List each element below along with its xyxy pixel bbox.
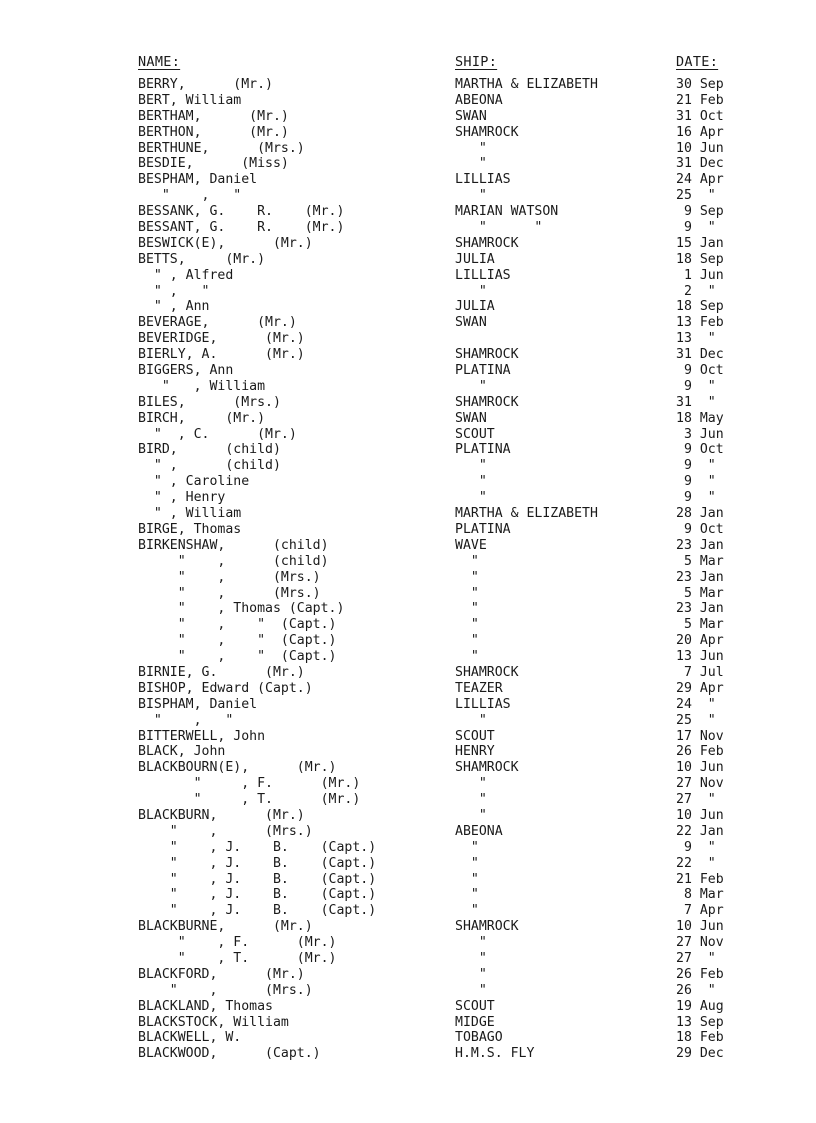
row-date: 9 " (676, 378, 716, 394)
row-date: 18 Sep (676, 251, 724, 267)
row-name: " , (Mrs.) (138, 982, 313, 998)
row-name: " , William (138, 378, 266, 394)
row-date: 23 Jan (676, 537, 724, 553)
row-name: " , " (Capt.) (138, 649, 337, 665)
row-name: " , (Mrs.) (138, 585, 321, 601)
row-name: " , F. (Mr.) (138, 776, 361, 792)
row-ship: SWAN (455, 108, 487, 124)
row-date: 13 Jun (676, 649, 724, 665)
row-ship: ABEONA (455, 823, 503, 839)
row-name: BESPHAM, Daniel (138, 172, 258, 188)
list-row (0, 204, 816, 220)
row-name: " , (Mrs.) (138, 569, 321, 585)
row-date: 25 " (676, 188, 716, 204)
row-ship: SHAMROCK (455, 124, 519, 140)
row-ship: " (455, 585, 479, 601)
row-ship: SCOUT (455, 728, 495, 744)
row-name: " , J. B. (Capt.) (138, 903, 377, 919)
list-row (0, 935, 816, 951)
row-ship: " (455, 966, 487, 982)
list-row (0, 220, 816, 236)
row-name: BETTS, (Mr.) (138, 251, 266, 267)
row-date: 13 Feb (676, 315, 724, 331)
list-row (0, 808, 816, 824)
row-name: BILES, (Mrs.) (138, 394, 281, 410)
row-date: 25 " (676, 712, 716, 728)
row-ship: " (455, 283, 487, 299)
row-name: BESSANT, G. R. (Mr.) (138, 220, 345, 236)
row-date: 23 Jan (676, 569, 724, 585)
row-name: " , " (138, 188, 242, 204)
row-date: 9 Sep (676, 204, 724, 220)
list-row (0, 586, 816, 602)
row-name: BIRGE, Thomas (138, 521, 242, 537)
list-row (0, 331, 816, 347)
row-ship: LILLIAS (455, 696, 511, 712)
row-name: BERT, William (138, 92, 242, 108)
list-row (0, 490, 816, 506)
row-date: 9 " (676, 474, 716, 490)
row-name: " , Ann (138, 299, 210, 315)
list-row (0, 395, 816, 411)
row-ship: MARIAN WATSON (455, 204, 559, 220)
header-date: DATE: (676, 54, 719, 70)
row-date: 5 Mar (676, 553, 724, 569)
row-date: 9 " (676, 490, 716, 506)
list-row (0, 172, 816, 188)
row-name: BISHOP, Edward (Capt.) (138, 680, 313, 696)
row-ship: SHAMROCK (455, 919, 519, 935)
row-name: BITTERWELL, John (138, 728, 266, 744)
row-name: BISPHAM, Daniel (138, 696, 258, 712)
row-ship: " " (455, 220, 543, 236)
list-row (0, 999, 816, 1015)
row-name: BESSANK, G. R. (Mr.) (138, 204, 345, 220)
list-row (0, 713, 816, 729)
row-date: 22 Jan (676, 823, 724, 839)
row-name: BIRCH, (Mr.) (138, 410, 266, 426)
row-ship: PLATINA (455, 442, 511, 458)
row-date: 31 Dec (676, 347, 724, 363)
row-date: 10 Jun (676, 807, 724, 823)
list-row (0, 840, 816, 856)
row-name: " , " (Capt.) (138, 633, 337, 649)
row-ship: PLATINA (455, 363, 511, 379)
list-row (0, 156, 816, 172)
list-row (0, 411, 816, 427)
list-row (0, 442, 816, 458)
row-ship: TOBAGO (455, 1030, 503, 1046)
list-row (0, 792, 816, 808)
list-row (0, 1030, 816, 1046)
row-date: 18 Sep (676, 299, 724, 315)
list-row (0, 77, 816, 93)
row-name: BLACKWELL, W. (138, 1030, 242, 1046)
row-name: " , T. (Mr.) (138, 792, 361, 808)
row-name: BEVERAGE, (Mr.) (138, 315, 297, 331)
row-date: 2 " (676, 283, 716, 299)
row-ship: " (455, 601, 479, 617)
row-ship: " (455, 887, 479, 903)
row-ship: TEAZER (455, 680, 503, 696)
row-date: 23 Jan (676, 601, 724, 617)
list-row (0, 919, 816, 935)
row-date: 27 Nov (676, 935, 724, 951)
row-date: 5 Mar (676, 585, 724, 601)
list-row (0, 824, 816, 840)
row-date: 18 May (676, 410, 724, 426)
row-date: 18 Feb (676, 1030, 724, 1046)
header-name: NAME: (138, 54, 181, 70)
row-ship: SHAMROCK (455, 235, 519, 251)
row-date: 13 " (676, 331, 716, 347)
row-ship: " (455, 188, 487, 204)
row-date: 8 Mar (676, 887, 724, 903)
row-name: " , (child) (138, 458, 281, 474)
list-row (0, 887, 816, 903)
row-ship: " (455, 458, 487, 474)
row-ship: HENRY (455, 744, 495, 760)
row-name: " , J. B. (Capt.) (138, 839, 377, 855)
list-row (0, 347, 816, 363)
row-date: 24 Apr (676, 172, 724, 188)
list-row (0, 93, 816, 109)
row-ship: " (455, 712, 487, 728)
row-ship: " (455, 807, 487, 823)
row-ship: ABEONA (455, 92, 503, 108)
row-name: BLACKBOURN(E), (Mr.) (138, 760, 337, 776)
list-row (0, 268, 816, 284)
row-date: 9 Oct (676, 363, 724, 379)
row-date: 19 Aug (676, 998, 724, 1014)
list-row (0, 1015, 816, 1031)
row-ship: SCOUT (455, 426, 495, 442)
row-name: BIERLY, A. (Mr.) (138, 347, 305, 363)
list-row (0, 109, 816, 125)
row-date: 27 " (676, 792, 716, 808)
list-row (0, 458, 816, 474)
row-ship: SHAMROCK (455, 760, 519, 776)
row-date: 9 " (676, 839, 716, 855)
list-row (0, 284, 816, 300)
row-ship: " (455, 569, 479, 585)
row-date: 31 Oct (676, 108, 724, 124)
row-date: 26 Feb (676, 744, 724, 760)
list-row (0, 554, 816, 570)
row-ship: " (455, 490, 487, 506)
row-name: BLACKBURNE, (Mr.) (138, 919, 313, 935)
row-ship: MIDGE (455, 1014, 495, 1030)
row-ship: " (455, 633, 479, 649)
row-date: 29 Apr (676, 680, 724, 696)
row-name: " , T. (Mr.) (138, 950, 337, 966)
list-row (0, 776, 816, 792)
row-date: 26 Feb (676, 966, 724, 982)
row-name: BERTHON, (Mr.) (138, 124, 289, 140)
row-ship: " (455, 474, 487, 490)
row-date: 15 Jan (676, 235, 724, 251)
row-ship: " (455, 950, 487, 966)
row-ship: " (455, 855, 479, 871)
list-row (0, 967, 816, 983)
row-ship: " (455, 871, 479, 887)
row-date: 21 Feb (676, 871, 724, 887)
row-date: 13 Sep (676, 1014, 724, 1030)
list-row (0, 125, 816, 141)
row-ship: " (455, 935, 487, 951)
row-name: " , Henry (138, 490, 226, 506)
list-row (0, 903, 816, 919)
list-row (0, 315, 816, 331)
row-date: 7 Apr (676, 903, 724, 919)
row-date: 9 " (676, 458, 716, 474)
row-date: 1 Jun (676, 267, 724, 283)
row-name: BERRY, (Mr.) (138, 77, 273, 92)
row-name: BEVERIDGE, (Mr.) (138, 331, 305, 347)
row-ship: " (455, 776, 487, 792)
list-row (0, 617, 816, 633)
list-row (0, 872, 816, 888)
row-name: " , J. B. (Capt.) (138, 887, 377, 903)
row-name: " , William (138, 506, 242, 522)
row-date: 16 Apr (676, 124, 724, 140)
row-name: " , (Mrs.) (138, 823, 313, 839)
row-ship: " (455, 156, 487, 172)
row-name: BLACK, John (138, 744, 226, 760)
list-row (0, 649, 816, 665)
row-ship: H.M.S. FLY (455, 1046, 535, 1062)
list-row (0, 363, 816, 379)
row-name: " , Alfred (138, 267, 234, 283)
row-name: BERTHAM, (Mr.) (138, 108, 289, 124)
row-name: " , " (Capt.) (138, 617, 337, 633)
list-row (0, 681, 816, 697)
row-ship (455, 331, 479, 347)
row-ship: SHAMROCK (455, 347, 519, 363)
list-row (0, 601, 816, 617)
row-date: 24 " (676, 696, 716, 712)
row-name: BLACKFORD, (Mr.) (138, 966, 305, 982)
row-ship: MARTHA & ELIZABETH (455, 506, 598, 522)
list-row (0, 522, 816, 538)
row-ship: " (455, 140, 487, 156)
list-row (0, 252, 816, 268)
list-row (0, 856, 816, 872)
row-date: 20 Apr (676, 633, 724, 649)
row-name: BESDIE, (Miss) (138, 156, 289, 172)
row-ship: SWAN (455, 315, 487, 331)
row-ship: " (455, 839, 479, 855)
row-date: 29 Dec (676, 1046, 724, 1062)
list-row (0, 729, 816, 745)
list-row (0, 983, 816, 999)
row-ship: PLATINA (455, 521, 511, 537)
list-row (0, 570, 816, 586)
row-name: " , Caroline (138, 474, 250, 490)
row-date: 27 Nov (676, 776, 724, 792)
list-row (0, 236, 816, 252)
row-date: 22 " (676, 855, 716, 871)
row-ship: LILLIAS (455, 267, 511, 283)
row-name: BLACKBURN, (Mr.) (138, 807, 305, 823)
list-row (0, 1046, 816, 1062)
row-ship: SHAMROCK (455, 394, 519, 410)
row-date: 21 Feb (676, 92, 724, 108)
row-ship: " (455, 982, 487, 998)
row-date: 31 Dec (676, 156, 724, 172)
row-name: BESWICK(E), (Mr.) (138, 235, 313, 251)
row-ship: " (455, 378, 487, 394)
passenger-list (0, 77, 816, 1062)
row-date: 28 Jan (676, 506, 724, 522)
row-ship: " (455, 649, 479, 665)
row-ship: MARTHA & ELIZABETH (455, 77, 598, 92)
row-date: 10 Jun (676, 760, 724, 776)
row-ship: " (455, 617, 479, 633)
row-name: BLACKLAND, Thomas (138, 998, 273, 1014)
row-name: BIRNIE, G. (Mr.) (138, 664, 305, 680)
row-name: " , F. (Mr.) (138, 935, 337, 951)
row-ship: SWAN (455, 410, 487, 426)
list-row (0, 760, 816, 776)
row-name: BIRKENSHAW, (child) (138, 537, 329, 553)
row-ship: WAVE (455, 537, 487, 553)
row-ship: " (455, 903, 479, 919)
row-date: 5 Mar (676, 617, 724, 633)
row-date: 3 Jun (676, 426, 724, 442)
row-date: 30 Sep (676, 77, 724, 92)
row-date: 31 " (676, 394, 716, 410)
row-date: 26 " (676, 982, 716, 998)
list-row (0, 427, 816, 443)
row-name: " , C. (Mr.) (138, 426, 297, 442)
row-name: " , J. B. (Capt.) (138, 855, 377, 871)
row-name: " , (child) (138, 553, 329, 569)
list-row (0, 633, 816, 649)
row-ship: " (455, 553, 479, 569)
row-name: BIGGERS, Ann (138, 363, 234, 379)
row-date: 7 Jul (676, 664, 724, 680)
list-row (0, 697, 816, 713)
row-ship: JULIA (455, 251, 495, 267)
row-ship: LILLIAS (455, 172, 511, 188)
row-name: BLACKSTOCK, William (138, 1014, 289, 1030)
row-name: " , " (138, 712, 234, 728)
row-date: 9 Oct (676, 442, 724, 458)
row-ship: " (455, 792, 487, 808)
row-name: " , J. B. (Capt.) (138, 871, 377, 887)
list-row (0, 299, 816, 315)
row-date: 10 Jun (676, 140, 724, 156)
row-ship: JULIA (455, 299, 495, 315)
row-name: BLACKWOOD, (Capt.) (138, 1046, 321, 1062)
row-name: " , Thomas (Capt.) (138, 601, 345, 617)
list-row (0, 538, 816, 554)
row-date: 10 Jun (676, 919, 724, 935)
row-name: BIRD, (child) (138, 442, 281, 458)
row-ship: SHAMROCK (455, 664, 519, 680)
row-date: 27 " (676, 950, 716, 966)
list-row (0, 474, 816, 490)
list-row (0, 744, 816, 760)
list-row (0, 141, 816, 157)
row-date: 9 " (676, 220, 716, 236)
header-ship: SHIP: (455, 54, 498, 70)
list-row (0, 665, 816, 681)
row-name: " , " (138, 283, 210, 299)
list-row (0, 951, 816, 967)
list-row (0, 379, 816, 395)
row-date: 17 Nov (676, 728, 724, 744)
row-ship: SCOUT (455, 998, 495, 1014)
row-date: 9 Oct (676, 521, 724, 537)
list-row (0, 506, 816, 522)
list-row (0, 188, 816, 204)
row-name: BERTHUNE, (Mrs.) (138, 140, 305, 156)
